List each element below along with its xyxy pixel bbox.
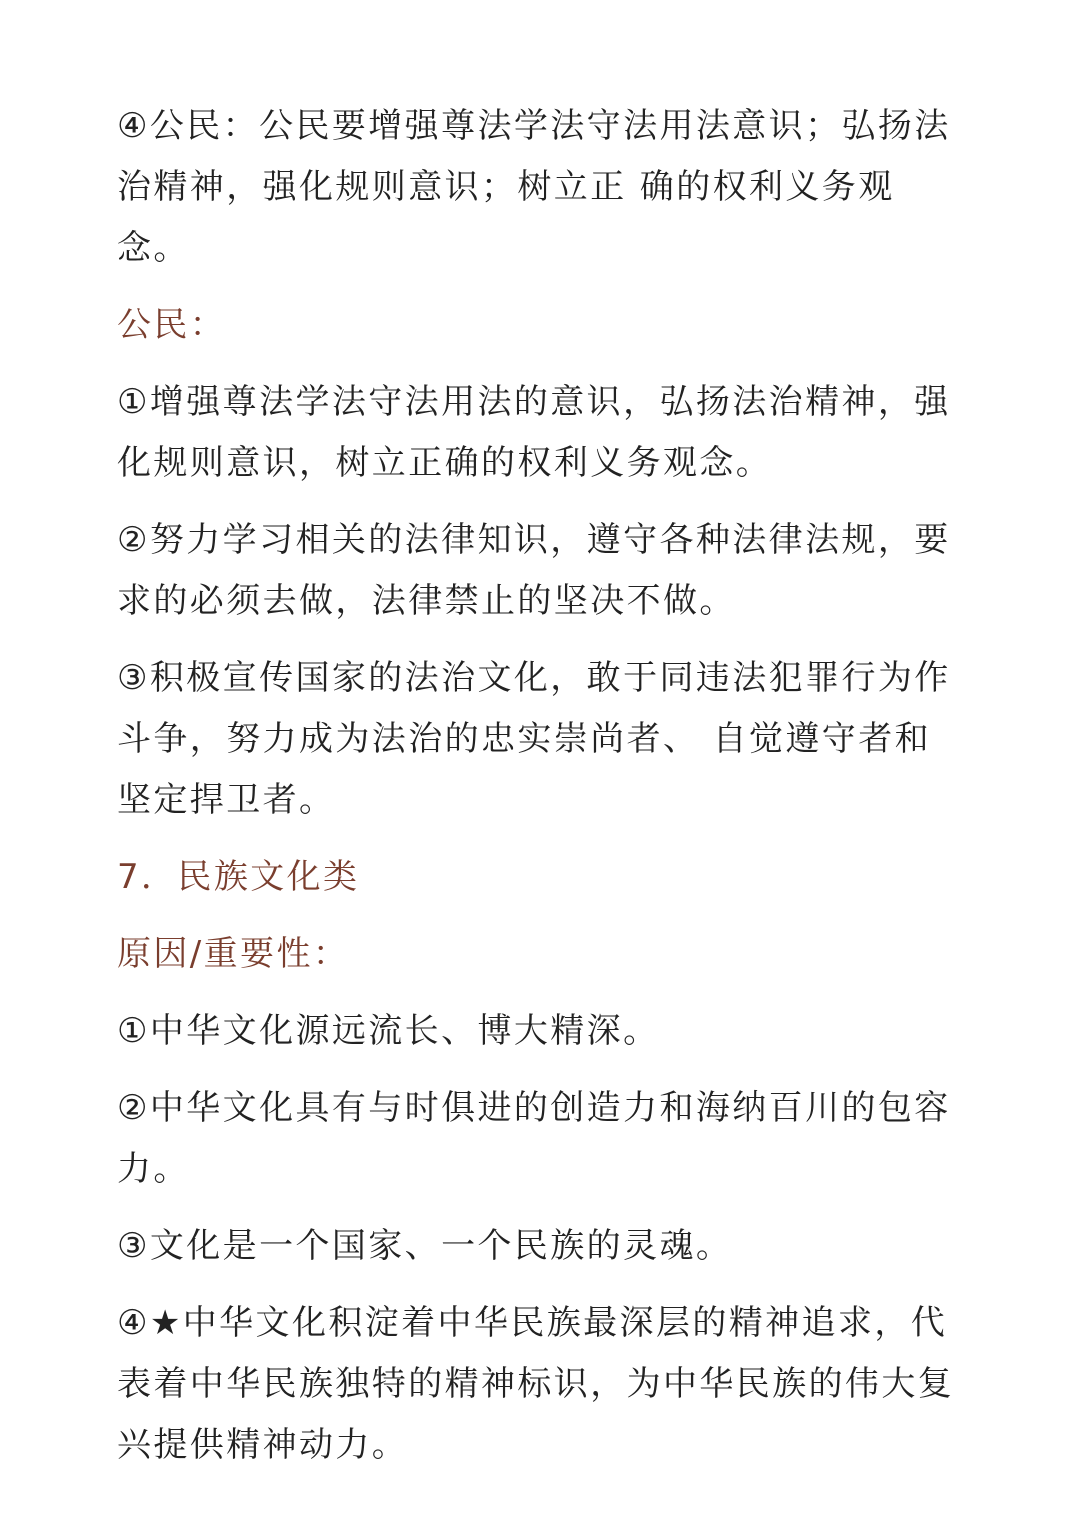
heading-citizen: 公民： xyxy=(117,305,227,345)
paragraph-citizen-1: ①增强尊法学法守法用法的意识，弘扬法治精神，强化规则意识，树立正确的权利义务观念。 xyxy=(117,382,951,483)
paragraph-culture-2: ②中华文化具有与时俱进的创造力和海纳百川的包容力。 xyxy=(117,1088,951,1189)
paragraph-culture-4: ④★中华文化积淀着中华民族最深层的精神追求，代表着中华民族独特的精神标识，为中华民族的伟大复兴提供精神动力。 xyxy=(117,1303,955,1465)
paragraph-citizen-2: ②努力学习相关的法律知识，遵守各种法律法规，要求的必须去做，法律禁止的坚决不做。 xyxy=(117,520,951,621)
paragraph-citizen-duty: ④公民：公民要增强尊法学法守法用法意识；弘扬法治精神，强化规则意识；树立正 确的权利义务观念。 xyxy=(117,106,951,268)
paragraph-citizen-3: ③积极宣传国家的法治文化，敢于同违法犯罪行为作斗争，努力成为法治的忠实崇尚者、 自觉遵守者和坚定捍卫者。 xyxy=(117,658,951,820)
heading-section-7: 7．民族文化类 xyxy=(117,857,360,897)
document-body xyxy=(117,96,967,1476)
heading-reasons: 原因/重要性： xyxy=(117,934,350,974)
paragraph-culture-3: ③文化是一个国家、一个民族的灵魂。 xyxy=(117,1226,733,1266)
paragraph-culture-1: ①中华文化源远流长、博大精深。 xyxy=(117,1011,660,1051)
